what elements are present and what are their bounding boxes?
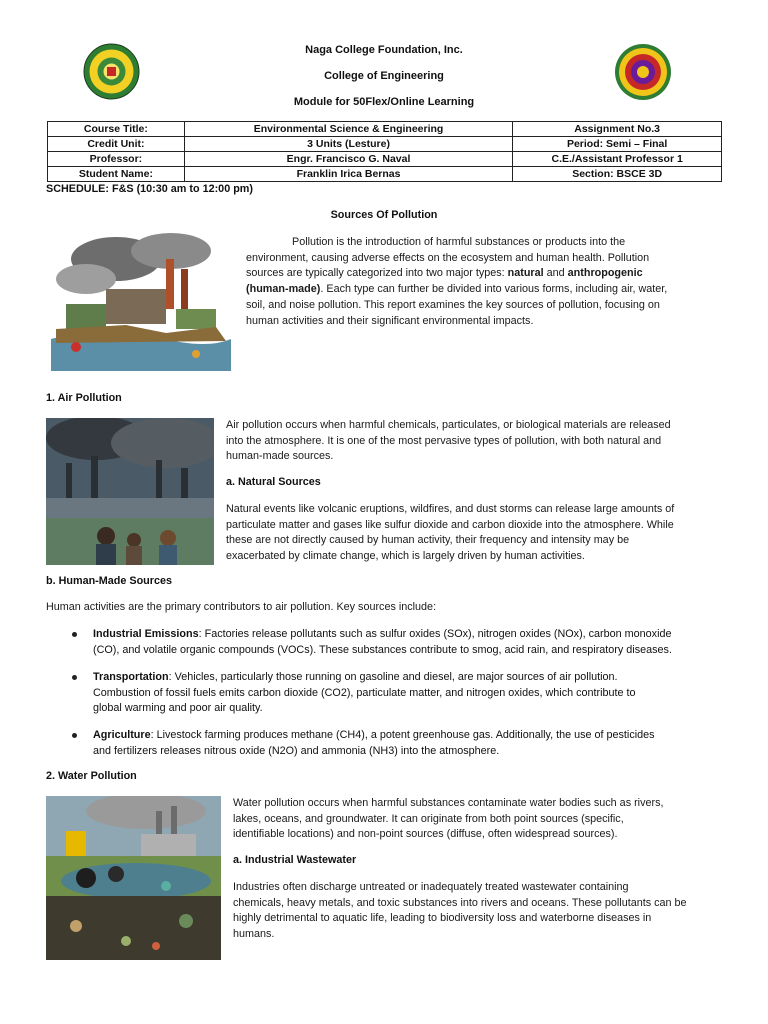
section: Section: BSCE 3D bbox=[513, 167, 722, 182]
table-row bbox=[48, 137, 722, 152]
institution-name: Naga College Foundation, Inc. bbox=[305, 44, 463, 56]
intro-line: sources are typically categorized into two major types: natural and anthropogenic bbox=[246, 267, 643, 280]
anthropogenic-term: anthropogenic bbox=[567, 267, 643, 280]
professor-title: C.E./Assistant Professor 1 bbox=[513, 152, 722, 167]
schedule: SCHEDULE: F&S (10:30 am to 12:00 pm) bbox=[46, 183, 253, 195]
agriculture-item: Agriculture: Livestock farming produces methane (CH4), a potent greenhouse gas. Additionally, the use of pesticides and fertilizers releases nitrous oxide (N2O) and ammonia (NH3) into the atmosphere. bbox=[93, 729, 655, 757]
credit-unit-value: 3 Units (Lesture) bbox=[184, 137, 512, 152]
course-info-table bbox=[47, 121, 722, 182]
course-title-label: Course Title: bbox=[48, 122, 185, 137]
intro-line: environment, causing adverse effects on the ecosystem and human health. Pollution bbox=[246, 251, 650, 264]
transportation-item: Transportation: Vehicles, particularly those running on gasoline and diesel, are major sources of air pollution. Combustion of fossil fuels emits carbon dioxide (CO2), particulate matter, and nitrogen oxides, which contribute to global warming and poor air quality. bbox=[93, 671, 636, 715]
text-line: exacerbated by climate change, which is largely driven by human activities. bbox=[226, 550, 585, 563]
industrial-emissions-item: Industrial Emissions: Factories release pollutants such as sulfur oxides (SOx), nitrogen oxides (NOx), carbon monoxide (CO), and volatile organic compounds (VOCs). These substances contribute to smog, acid rain, and respiratory diseases. bbox=[93, 628, 672, 656]
professor-label: Professor: bbox=[48, 152, 185, 167]
bullet-dot bbox=[72, 632, 77, 637]
text-line: particulate matter and gases like sulfur dioxide and carbon dioxide into the atmosphere. While bbox=[226, 518, 674, 531]
college-name: College of Engineering bbox=[324, 70, 444, 82]
air-pollution-heading: 1. Air Pollution bbox=[46, 392, 122, 404]
bullet-term: Transportation bbox=[93, 671, 169, 683]
text-line: lakes, oceans, and groundwater. It can originate from both point sources (specific, bbox=[233, 812, 624, 825]
module-name: Module for 50Flex/Online Learning bbox=[293, 96, 475, 108]
natural-sources-heading: a. Natural Sources bbox=[226, 476, 321, 488]
bullet-dot bbox=[72, 675, 77, 680]
text-line: identifiable locations) and non-point sources (diffuse, often widespread sources). bbox=[233, 828, 618, 841]
text-line: chemicals, heavy metals, and toxic substances into rivers and oceans. These pollutants can be bbox=[233, 896, 687, 909]
student-name-label: Student Name: bbox=[48, 167, 185, 182]
industrial-wastewater-heading: a. Industrial Wastewater bbox=[233, 854, 357, 866]
water-pollution-illustration bbox=[46, 796, 221, 960]
credit-unit-label: Credit Unit: bbox=[48, 137, 185, 152]
air-intro-paragraph bbox=[226, 418, 726, 465]
bullet-term: Agriculture bbox=[93, 729, 151, 741]
bullet-dot bbox=[72, 733, 77, 738]
text-line: Air pollution occurs when harmful chemicals, particulates, or biological materials are released bbox=[226, 419, 671, 431]
text-line: these are not directly caused by human activity, their frequency and intensity may be bbox=[226, 534, 630, 547]
text-line: into the atmosphere. It is one of the most pervasive types of pollution, with both natural and bbox=[226, 434, 662, 447]
text-line: humans. bbox=[233, 928, 275, 941]
water-intro-paragraph bbox=[233, 796, 728, 843]
bullet-term: Industrial Emissions bbox=[93, 628, 199, 640]
natural-term: natural bbox=[507, 267, 544, 280]
text-line: highly detrimental to aquatic life, leading to biodiversity loss and waterborne diseases in bbox=[233, 912, 652, 925]
intro-paragraph bbox=[246, 235, 726, 329]
air-pollution-illustration bbox=[46, 418, 214, 565]
intro-line: Pollution is the introduction of harmful substances or products into the bbox=[292, 236, 626, 248]
student-name-value: Franklin Irica Bernas bbox=[184, 167, 512, 182]
page-title: Sources Of Pollution bbox=[330, 209, 438, 221]
text-line: Industries often discharge untreated or inadequately treated wastewater containing bbox=[233, 881, 629, 893]
professor-value: Engr. Francisco G. Naval bbox=[184, 152, 512, 167]
assignment-number: Assignment No.3 bbox=[513, 122, 722, 137]
table-row bbox=[48, 122, 722, 137]
intro-line: human activities and their significant environmental impacts. bbox=[246, 314, 534, 327]
period: Period: Semi – Final bbox=[513, 137, 722, 152]
table-row bbox=[48, 152, 722, 167]
course-title-value: Environmental Science & Engineering bbox=[184, 122, 512, 137]
human-made-sources-heading: b. Human-Made Sources bbox=[46, 575, 172, 587]
intro-line: (human-made). Each type can further be divided into various forms, including air, water, bbox=[246, 283, 668, 296]
water-pollution-heading: 2. Water Pollution bbox=[46, 770, 137, 782]
table-row bbox=[48, 167, 722, 182]
pollution-city-illustration bbox=[46, 229, 234, 371]
text-line: Water pollution occurs when harmful substances contaminate water bodies such as rivers, bbox=[233, 797, 664, 809]
human-made-term: (human-made) bbox=[246, 283, 321, 296]
industrial-wastewater-paragraph bbox=[233, 880, 728, 943]
natural-sources-paragraph bbox=[226, 502, 726, 565]
text-line: human-made sources. bbox=[226, 450, 334, 463]
text-line: Natural events like volcanic eruptions, wildfires, and dust storms can release large amounts of bbox=[226, 503, 675, 515]
intro-line: soil, and noise pollution. This report examines the key sources of pollution, focusing on bbox=[246, 298, 660, 311]
human-made-intro: Human activities are the primary contributors to air pollution. Key sources include: bbox=[46, 601, 437, 613]
